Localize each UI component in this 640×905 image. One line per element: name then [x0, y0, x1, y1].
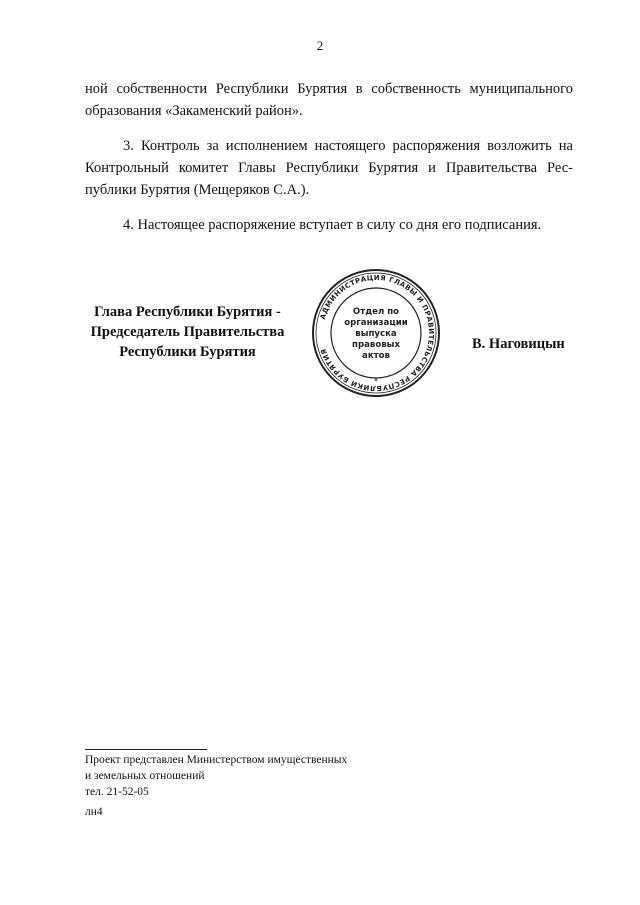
- paragraph-property-transfer: [85, 78, 573, 122]
- official-seal: [311, 268, 441, 398]
- footnote-line: Проект представлен Министерством имущественных: [85, 754, 348, 766]
- paragraph-line: публики Бурятия (Мещеряков С.А.).: [85, 182, 310, 198]
- paragraph-effective-date: [85, 214, 573, 236]
- paragraph-line: 4. Настоящее распоряжение вступает в силу со дня его подписания.: [123, 217, 542, 233]
- seal-center-text: Отдел по: [352, 307, 400, 317]
- paragraph-line: Контрольный комитет Главы Республики Бурятия и Правительства Рес-: [85, 160, 573, 176]
- page-number: 2: [316, 38, 324, 53]
- signatory-title-line: Республики Бурятия: [119, 344, 256, 360]
- signatory-title-line: Председатель Правительства: [90, 324, 285, 340]
- footnote-divider: [85, 749, 207, 750]
- signatory-title-line: Глава Республики Бурятия -: [94, 304, 281, 320]
- signatory-title: [80, 302, 295, 362]
- seal-center-text: актов: [362, 351, 390, 361]
- paragraph-line: 3. Контроль за исполнением настоящего распоряжения возложить на: [123, 138, 573, 154]
- paragraph-line: образования «Закаменский район».: [85, 103, 303, 119]
- signer-name: В. Наговицын: [472, 336, 565, 352]
- seal-center-text: правовых: [352, 340, 400, 350]
- paragraph-control: [85, 135, 573, 201]
- seal-star: *: [374, 377, 378, 386]
- footnote: [85, 752, 347, 800]
- footnote-line: и земельных отношений: [85, 770, 205, 782]
- footnote-line: тел. 21-52-05: [85, 786, 149, 798]
- seal-ring-text: АДМИНИСТРАЦИЯ ГЛАВЫ И ПРАВИТЕЛЬСТВА РЕСПУБЛИКИ БУРЯТИЯ: [318, 273, 436, 393]
- seal-center-text: выпуска: [355, 329, 397, 339]
- seal-center-text: организации: [344, 318, 408, 328]
- paragraph-line: ной собственности Республики Бурятия в собственность муниципального: [85, 81, 573, 97]
- document-code: лн4: [85, 806, 103, 818]
